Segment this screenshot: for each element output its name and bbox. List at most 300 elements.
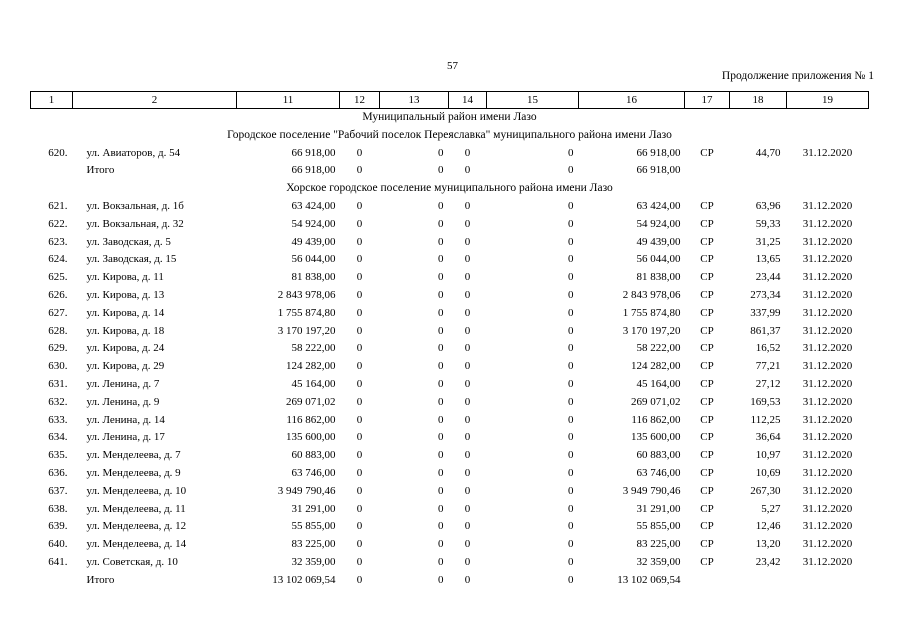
table-cell: 627. — [48, 306, 68, 319]
table-cell: 13 102 069,54 — [272, 573, 336, 586]
table-cell — [31, 572, 73, 590]
table-row — [31, 323, 869, 341]
table-cell: 81 838,00 — [291, 271, 336, 284]
table-cell: СР — [700, 377, 714, 390]
table-cell: 0 — [568, 324, 574, 337]
table-row — [31, 287, 869, 305]
table-cell: 0 — [464, 502, 471, 515]
table-cell: 0 — [568, 431, 574, 444]
total-row — [31, 572, 869, 590]
table-cell: 66 918,00 — [636, 164, 681, 177]
table-cell: СР — [700, 199, 714, 212]
table-cell: 31.12.2020 — [802, 555, 853, 568]
table-cell: 0 — [438, 253, 444, 266]
table-cell: Итого — [86, 164, 115, 177]
table-cell: 0 — [356, 573, 363, 586]
table-cell: 55 855,00 — [636, 520, 681, 533]
table-cell: 0 — [568, 538, 574, 551]
section-heading: Городское поселение "Рабочий поселок Переяславка" муниципального района имени Лазо — [227, 128, 672, 141]
table-row — [31, 340, 869, 358]
table-row — [31, 145, 869, 163]
table-cell: 0 — [356, 199, 363, 212]
table-cell: ул. Кирова, д. 24 — [86, 342, 165, 355]
table-cell: 0 — [464, 395, 471, 408]
table-cell: 0 — [438, 324, 444, 337]
table-cell: 269 071,02 — [631, 395, 681, 408]
table-cell: СР — [700, 449, 714, 462]
table-cell: 337,99 — [750, 306, 781, 319]
table-cell: 0 — [356, 306, 363, 319]
table-cell: 10,69 — [755, 466, 781, 479]
table-cell: 31.12.2020 — [802, 502, 853, 515]
table-cell: 66 918,00 — [291, 164, 336, 177]
table-cell: 31.12.2020 — [802, 360, 853, 373]
table-cell: 49 439,00 — [291, 235, 336, 248]
table-cell: 0 — [464, 466, 471, 479]
table-cell: 0 — [568, 146, 574, 159]
table-cell: 0 — [438, 199, 444, 212]
table-cell: 0 — [568, 360, 574, 373]
table-cell: ул. Менделеева, д. 14 — [86, 538, 187, 551]
table-cell: СР — [700, 306, 714, 319]
table-cell: ул. Кирова, д. 14 — [86, 306, 165, 319]
table-cell: СР — [700, 288, 714, 301]
table-cell — [730, 162, 787, 180]
table-cell: СР — [700, 146, 714, 159]
table-row — [31, 536, 869, 554]
table-row — [31, 234, 869, 252]
table-cell: 0 — [356, 520, 363, 533]
table-cell: 0 — [356, 538, 363, 551]
table-cell: 0 — [464, 271, 471, 284]
table-cell: 633. — [48, 413, 68, 426]
table-cell: 267,30 — [750, 484, 781, 497]
table-cell: 63 746,00 — [636, 466, 681, 479]
table-cell: СР — [700, 466, 714, 479]
table-cell — [730, 572, 787, 590]
table-cell: 0 — [464, 538, 471, 551]
table-cell: 63 424,00 — [291, 199, 336, 212]
table-cell: 0 — [568, 342, 574, 355]
col-header: 13 — [380, 92, 449, 109]
table-cell: 0 — [568, 413, 574, 426]
table-cell: СР — [700, 342, 714, 355]
table-cell: 0 — [464, 573, 471, 586]
table-cell: СР — [700, 253, 714, 266]
table-cell: 31.12.2020 — [802, 271, 853, 284]
table-cell: ул. Вокзальная, д. 1б — [86, 199, 184, 212]
table-cell: СР — [700, 271, 714, 284]
table-cell: 0 — [356, 431, 363, 444]
section-heading-row — [31, 180, 869, 198]
table-cell: 31.12.2020 — [802, 235, 853, 248]
table-cell: 0 — [464, 449, 471, 462]
table-cell: 629. — [48, 342, 68, 355]
table-cell: 0 — [438, 235, 444, 248]
table-cell: 13 102 069,54 — [617, 573, 681, 586]
table-cell: 0 — [356, 146, 363, 159]
table-row — [31, 376, 869, 394]
table-cell: 45 164,00 — [291, 377, 336, 390]
table-cell: 0 — [464, 377, 471, 390]
table-cell: 10,97 — [755, 449, 781, 462]
table-cell: ул. Менделеева, д. 7 — [86, 449, 181, 462]
table-row — [31, 394, 869, 412]
table-row — [31, 465, 869, 483]
col-header: 17 — [685, 92, 730, 109]
table-cell: 0 — [356, 288, 363, 301]
table-cell: СР — [700, 431, 714, 444]
table-cell: 59,33 — [755, 217, 781, 230]
table-cell: 31.12.2020 — [802, 431, 853, 444]
table-cell: 116 862,00 — [286, 413, 336, 426]
table-cell: 622. — [48, 217, 68, 230]
section-heading: Муниципальный район имени Лазо — [362, 111, 537, 123]
table-cell: 0 — [356, 271, 363, 284]
table-cell — [787, 572, 869, 590]
table-cell: 31,25 — [755, 235, 781, 248]
table-cell: 66 918,00 — [291, 146, 336, 159]
table-cell: ул. Авиаторов, д. 54 — [86, 146, 181, 159]
table-cell: 3 949 790,46 — [622, 484, 681, 497]
table-cell: 31.12.2020 — [802, 146, 853, 159]
table-cell: ул. Кирова, д. 29 — [86, 360, 165, 373]
table-cell: СР — [700, 538, 714, 551]
table-cell: 31.12.2020 — [802, 449, 853, 462]
table-cell: 0 — [464, 413, 471, 426]
appendix-table — [30, 91, 869, 590]
table-row — [31, 447, 869, 465]
table-row — [31, 412, 869, 430]
table-cell: ул. Кирова, д. 13 — [86, 288, 165, 301]
table-cell: 639. — [48, 520, 68, 533]
table-cell: 56 044,00 — [636, 253, 681, 266]
table-cell: 0 — [464, 199, 471, 212]
table-cell: 638. — [48, 502, 68, 515]
table-cell: 5,27 — [761, 502, 781, 515]
table-cell: СР — [700, 555, 714, 568]
table-cell: 0 — [568, 520, 574, 533]
table-cell: 0 — [438, 306, 444, 319]
table-cell: 640. — [48, 538, 68, 551]
table-cell: 0 — [356, 555, 363, 568]
table-cell: ул. Советская, д. 10 — [86, 555, 178, 568]
table-cell: 0 — [438, 466, 444, 479]
section-heading-row — [31, 109, 869, 127]
table-cell: 0 — [438, 271, 444, 284]
table-cell: СР — [700, 235, 714, 248]
table-cell — [685, 162, 730, 180]
table-cell: 630. — [48, 360, 68, 373]
table-cell: ул. Менделеева, д. 10 — [86, 484, 187, 497]
table-cell: 0 — [568, 217, 574, 230]
table-cell: 63,96 — [755, 199, 781, 212]
col-header: 12 — [340, 92, 380, 109]
table-cell: 0 — [438, 449, 444, 462]
table-cell: 54 924,00 — [636, 217, 681, 230]
table-cell: 0 — [356, 377, 363, 390]
table-cell: 116 862,00 — [631, 413, 681, 426]
table-cell: 169,53 — [750, 395, 781, 408]
col-header: 2 — [73, 92, 237, 109]
table-cell: 620. — [48, 146, 68, 159]
table-cell: 0 — [568, 288, 574, 301]
table-cell: ул. Менделеева, д. 11 — [86, 502, 186, 515]
table-cell: 637. — [48, 484, 68, 497]
table-row — [31, 483, 869, 501]
col-header: 16 — [579, 92, 685, 109]
table-cell: 0 — [438, 288, 444, 301]
section-heading-row — [31, 127, 869, 145]
table-cell: 0 — [438, 377, 444, 390]
table-cell: СР — [700, 413, 714, 426]
table-cell: 0 — [356, 449, 363, 462]
table-cell: 0 — [438, 217, 444, 230]
table-cell: 135 600,00 — [286, 431, 336, 444]
table-cell: 83 225,00 — [291, 538, 336, 551]
table-cell: 0 — [568, 164, 574, 177]
table-cell: 23,42 — [755, 555, 781, 568]
table-cell: 55 855,00 — [291, 520, 336, 533]
table-cell: 1 755 874,80 — [277, 306, 336, 319]
table-cell: ул. Заводская, д. 5 — [86, 235, 171, 248]
table-cell: 0 — [568, 306, 574, 319]
table-cell: 625. — [48, 271, 68, 284]
col-header: 1 — [31, 92, 73, 109]
table-cell: 83 225,00 — [636, 538, 681, 551]
table-cell: ул. Заводская, д. 15 — [86, 253, 177, 266]
table-cell: 32 359,00 — [291, 555, 336, 568]
table-cell: 624. — [48, 253, 68, 266]
table-cell: СР — [700, 217, 714, 230]
table-cell: 0 — [438, 164, 444, 177]
table-cell: 273,34 — [750, 288, 781, 301]
continuation-label: Продолжение приложения № 1 — [721, 70, 874, 82]
table-row — [31, 251, 869, 269]
table-cell: 31 291,00 — [636, 502, 681, 515]
table-cell: 636. — [48, 466, 68, 479]
table-cell: 31.12.2020 — [802, 395, 853, 408]
table-cell: ул. Кирова, д. 11 — [86, 271, 164, 284]
table-cell: 628. — [48, 324, 68, 337]
table-cell: 31.12.2020 — [802, 520, 853, 533]
table-cell: 626. — [48, 288, 68, 301]
table-cell: 621. — [48, 199, 68, 212]
table-cell: 0 — [356, 360, 363, 373]
table-cell: 2 843 978,06 — [622, 288, 681, 301]
table-cell: 0 — [438, 413, 444, 426]
table-cell: 31.12.2020 — [802, 538, 853, 551]
table-cell: ул. Ленина, д. 9 — [86, 395, 160, 408]
table-cell: 623. — [48, 235, 68, 248]
table-row — [31, 358, 869, 376]
table-cell: 0 — [438, 520, 444, 533]
table-cell: 0 — [438, 484, 444, 497]
table-row — [31, 429, 869, 447]
table-cell: ул. Менделеева, д. 9 — [86, 466, 181, 479]
table-cell: 31.12.2020 — [802, 342, 853, 355]
table-cell: 31.12.2020 — [802, 217, 853, 230]
table-cell: СР — [700, 360, 714, 373]
table-cell: 0 — [356, 253, 363, 266]
table-cell: 58 222,00 — [291, 342, 336, 355]
table-cell: 0 — [356, 324, 363, 337]
table-cell: 16,52 — [755, 342, 781, 355]
col-header: 11 — [237, 92, 340, 109]
table-cell: Итого — [86, 573, 115, 586]
table-cell: 66 918,00 — [636, 146, 681, 159]
col-header: 14 — [449, 92, 487, 109]
table-cell: 31.12.2020 — [802, 288, 853, 301]
table-row — [31, 198, 869, 216]
table-cell: 13,20 — [755, 538, 781, 551]
table-cell: 0 — [438, 146, 444, 159]
table-cell: 31.12.2020 — [802, 484, 853, 497]
table-cell: 31 291,00 — [291, 502, 336, 515]
table-cell: 0 — [438, 395, 444, 408]
table-cell: 0 — [568, 235, 574, 248]
table-cell: СР — [700, 395, 714, 408]
table-cell: 13,65 — [755, 253, 781, 266]
table-cell: 641. — [48, 555, 68, 568]
table-cell: 0 — [464, 360, 471, 373]
table-cell: 31.12.2020 — [802, 199, 853, 212]
table-cell: 0 — [464, 288, 471, 301]
table-cell: 32 359,00 — [636, 555, 681, 568]
table-cell: 861,37 — [750, 324, 781, 337]
table-cell: 27,12 — [755, 377, 781, 390]
table-cell: 0 — [568, 377, 574, 390]
table-cell: 0 — [356, 395, 363, 408]
table-cell — [685, 572, 730, 590]
table-cell: 31.12.2020 — [802, 253, 853, 266]
table-cell: 3 949 790,46 — [277, 484, 336, 497]
table-cell: 0 — [568, 395, 574, 408]
table-cell: 0 — [568, 253, 574, 266]
table-cell: 81 838,00 — [636, 271, 681, 284]
total-row — [31, 162, 869, 180]
table-cell: 0 — [464, 324, 471, 337]
table-cell: 112,25 — [750, 413, 781, 426]
table-cell: СР — [700, 484, 714, 497]
table-cell — [31, 162, 73, 180]
table-cell: 635. — [48, 449, 68, 462]
table-cell: ул. Вокзальная, д. 32 — [86, 217, 184, 230]
table-cell: 0 — [568, 502, 574, 515]
table-cell: 0 — [356, 235, 363, 248]
table-cell: 0 — [568, 484, 574, 497]
table-cell: 0 — [464, 484, 471, 497]
table-cell: 0 — [356, 484, 363, 497]
table-cell: 124 282,00 — [631, 360, 681, 373]
table-cell: 3 170 197,20 — [277, 324, 336, 337]
table-cell: 0 — [438, 502, 444, 515]
table-cell: 44,70 — [755, 146, 781, 159]
table-cell: 0 — [438, 342, 444, 355]
table-cell: ул. Ленина, д. 14 — [86, 413, 165, 426]
table-cell: 0 — [464, 235, 471, 248]
section-heading: Хорское городское поселение муниципального района имени Лазо — [286, 182, 613, 195]
table-cell: 269 071,02 — [286, 395, 336, 408]
table-cell: 0 — [438, 573, 444, 586]
table-cell: 31.12.2020 — [802, 466, 853, 479]
table-cell: 56 044,00 — [291, 253, 336, 266]
table-cell: 0 — [464, 164, 471, 177]
table-cell: 60 883,00 — [291, 449, 336, 462]
table-cell: 0 — [464, 520, 471, 533]
table-cell: 1 755 874,80 — [622, 306, 681, 319]
table-cell: СР — [700, 324, 714, 337]
table-cell: 0 — [568, 555, 574, 568]
table-cell: 0 — [464, 431, 471, 444]
table-cell: 631. — [48, 377, 68, 390]
table-cell: 60 883,00 — [636, 449, 681, 462]
table-cell: 0 — [568, 573, 574, 586]
table-header-row — [31, 92, 869, 109]
table-cell: 0 — [438, 555, 444, 568]
table-cell: 23,44 — [755, 271, 781, 284]
table-cell: 0 — [464, 306, 471, 319]
table-cell: 49 439,00 — [636, 235, 681, 248]
table-cell: 58 222,00 — [636, 342, 681, 355]
table-cell: 31.12.2020 — [802, 377, 853, 390]
table-cell: 0 — [356, 342, 363, 355]
table-cell: 0 — [464, 342, 471, 355]
table-cell: ул. Ленина, д. 17 — [86, 431, 165, 444]
table-cell: 0 — [568, 271, 574, 284]
table-cell: 3 170 197,20 — [622, 324, 681, 337]
table-cell: 0 — [356, 502, 363, 515]
table-row — [31, 518, 869, 536]
table-cell: 0 — [438, 431, 444, 444]
col-header: 18 — [730, 92, 787, 109]
table-cell: 0 — [464, 146, 471, 159]
table-cell: 31.12.2020 — [802, 413, 853, 426]
col-header: 15 — [487, 92, 579, 109]
table-cell: 31.12.2020 — [802, 306, 853, 319]
table-cell: 63 424,00 — [636, 199, 681, 212]
table-cell: 0 — [438, 538, 444, 551]
table-cell: 2 843 978,06 — [277, 288, 336, 301]
table-row — [31, 501, 869, 519]
table-cell: 0 — [568, 449, 574, 462]
table-cell: 0 — [356, 466, 363, 479]
table-cell: 54 924,00 — [291, 217, 336, 230]
table-cell: 0 — [438, 360, 444, 373]
table-cell: 634. — [48, 431, 68, 444]
table-cell: 0 — [356, 217, 363, 230]
table-cell: 63 746,00 — [291, 466, 336, 479]
table-cell: 632. — [48, 395, 68, 408]
table-cell — [787, 162, 869, 180]
table-cell: 0 — [568, 466, 574, 479]
table-cell: 0 — [464, 555, 471, 568]
table-cell: 0 — [356, 164, 363, 177]
table-row — [31, 554, 869, 572]
table-cell: 31.12.2020 — [802, 324, 853, 337]
table-cell: СР — [700, 502, 714, 515]
table-row — [31, 269, 869, 287]
table-row — [31, 305, 869, 323]
table-cell: 0 — [356, 413, 363, 426]
table-cell: 12,46 — [755, 520, 781, 533]
table-cell: 77,21 — [755, 360, 781, 373]
table-row — [31, 216, 869, 234]
table-cell: 45 164,00 — [636, 377, 681, 390]
table-cell: ул. Кирова, д. 18 — [86, 324, 165, 337]
table-cell: ул. Ленина, д. 7 — [86, 377, 160, 390]
col-header: 19 — [787, 92, 869, 109]
